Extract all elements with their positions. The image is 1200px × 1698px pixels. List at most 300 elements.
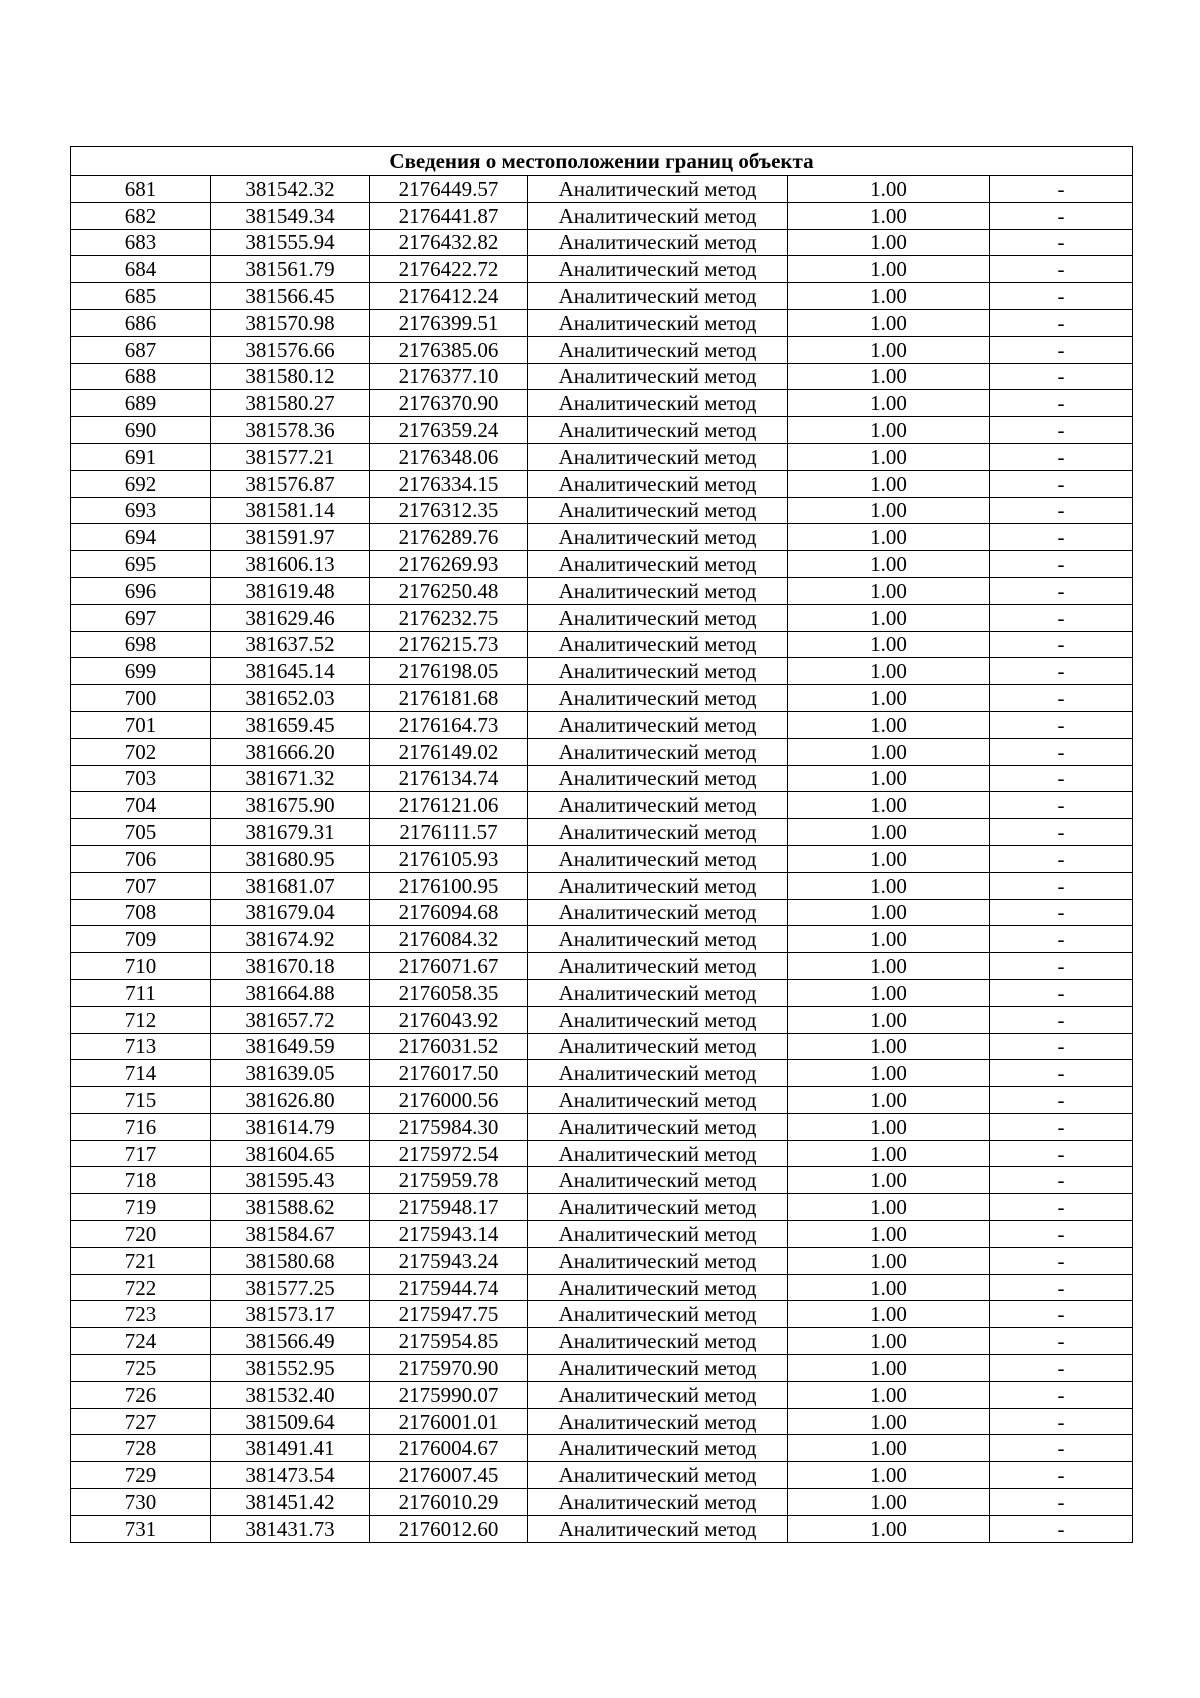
description-cell: - — [990, 1167, 1133, 1194]
y-coordinate-cell: 2176449.57 — [370, 176, 528, 203]
accuracy-cell: 1.00 — [788, 256, 990, 283]
y-coordinate-cell: 2176232.75 — [370, 604, 528, 631]
accuracy-cell: 1.00 — [788, 872, 990, 899]
x-coordinate-cell: 381652.03 — [211, 685, 370, 712]
description-cell: - — [990, 1435, 1133, 1462]
accuracy-cell: 1.00 — [788, 765, 990, 792]
table-row — [71, 658, 1133, 685]
description-cell: - — [990, 631, 1133, 658]
accuracy-cell: 1.00 — [788, 1167, 990, 1194]
accuracy-cell: 1.00 — [788, 1462, 990, 1489]
y-coordinate-cell: 2176432.82 — [370, 229, 528, 256]
method-cell: Аналитический метод — [528, 1328, 788, 1355]
method-cell: Аналитический метод — [528, 497, 788, 524]
description-cell: - — [990, 1113, 1133, 1140]
table-row — [71, 336, 1133, 363]
x-coordinate-cell: 381606.13 — [211, 551, 370, 578]
table-row — [71, 1381, 1133, 1408]
table-row — [71, 256, 1133, 283]
point-number-cell: 689 — [71, 390, 211, 417]
table-row — [71, 926, 1133, 953]
point-number-cell: 731 — [71, 1515, 211, 1542]
method-cell: Аналитический метод — [528, 256, 788, 283]
point-number-cell: 683 — [71, 229, 211, 256]
x-coordinate-cell: 381566.45 — [211, 283, 370, 310]
x-coordinate-cell: 381681.07 — [211, 872, 370, 899]
table-row — [71, 1408, 1133, 1435]
accuracy-cell: 1.00 — [788, 1140, 990, 1167]
accuracy-cell: 1.00 — [788, 926, 990, 953]
table-row — [71, 1489, 1133, 1516]
point-number-cell: 694 — [71, 524, 211, 551]
description-cell: - — [990, 1489, 1133, 1516]
x-coordinate-cell: 381674.92 — [211, 926, 370, 953]
description-cell: - — [990, 1194, 1133, 1221]
method-cell: Аналитический метод — [528, 551, 788, 578]
x-coordinate-cell: 381570.98 — [211, 309, 370, 336]
description-cell: - — [990, 443, 1133, 470]
accuracy-cell: 1.00 — [788, 1060, 990, 1087]
description-cell: - — [990, 283, 1133, 310]
point-number-cell: 721 — [71, 1247, 211, 1274]
accuracy-cell: 1.00 — [788, 443, 990, 470]
y-coordinate-cell: 2176004.67 — [370, 1435, 528, 1462]
method-cell: Аналитический метод — [528, 1355, 788, 1382]
description-cell: - — [990, 256, 1133, 283]
table-row — [71, 1140, 1133, 1167]
x-coordinate-cell: 381580.12 — [211, 363, 370, 390]
accuracy-cell: 1.00 — [788, 953, 990, 980]
y-coordinate-cell: 2176031.52 — [370, 1033, 528, 1060]
y-coordinate-cell: 2176071.67 — [370, 953, 528, 980]
y-coordinate-cell: 2175943.24 — [370, 1247, 528, 1274]
x-coordinate-cell: 381657.72 — [211, 1006, 370, 1033]
accuracy-cell: 1.00 — [788, 1301, 990, 1328]
x-coordinate-cell: 381542.32 — [211, 176, 370, 203]
point-number-cell: 716 — [71, 1113, 211, 1140]
y-coordinate-cell: 2175954.85 — [370, 1328, 528, 1355]
y-coordinate-cell: 2176134.74 — [370, 765, 528, 792]
accuracy-cell: 1.00 — [788, 1435, 990, 1462]
y-coordinate-cell: 2176084.32 — [370, 926, 528, 953]
x-coordinate-cell: 381626.80 — [211, 1087, 370, 1114]
description-cell: - — [990, 229, 1133, 256]
description-cell: - — [990, 1462, 1133, 1489]
accuracy-cell: 1.00 — [788, 1489, 990, 1516]
accuracy-cell: 1.00 — [788, 283, 990, 310]
description-cell: - — [990, 336, 1133, 363]
accuracy-cell: 1.00 — [788, 1274, 990, 1301]
description-cell: - — [990, 1408, 1133, 1435]
method-cell: Аналитический метод — [528, 1167, 788, 1194]
table-row — [71, 1328, 1133, 1355]
table-row — [71, 1033, 1133, 1060]
table-row — [71, 1060, 1133, 1087]
accuracy-cell: 1.00 — [788, 845, 990, 872]
accuracy-cell: 1.00 — [788, 202, 990, 229]
point-number-cell: 695 — [71, 551, 211, 578]
point-number-cell: 722 — [71, 1274, 211, 1301]
table-row — [71, 283, 1133, 310]
method-cell: Аналитический метод — [528, 1301, 788, 1328]
table-row — [71, 1006, 1133, 1033]
boundary-coordinates-table — [70, 146, 1133, 1543]
method-cell: Аналитический метод — [528, 470, 788, 497]
accuracy-cell: 1.00 — [788, 524, 990, 551]
description-cell: - — [990, 1301, 1133, 1328]
y-coordinate-cell: 2176370.90 — [370, 390, 528, 417]
description-cell: - — [990, 953, 1133, 980]
table-row — [71, 979, 1133, 1006]
point-number-cell: 707 — [71, 872, 211, 899]
accuracy-cell: 1.00 — [788, 390, 990, 417]
x-coordinate-cell: 381639.05 — [211, 1060, 370, 1087]
description-cell: - — [990, 711, 1133, 738]
method-cell: Аналитический метод — [528, 1462, 788, 1489]
table-row — [71, 577, 1133, 604]
x-coordinate-cell: 381584.67 — [211, 1221, 370, 1248]
accuracy-cell: 1.00 — [788, 1328, 990, 1355]
method-cell: Аналитический метод — [528, 577, 788, 604]
x-coordinate-cell: 381595.43 — [211, 1167, 370, 1194]
y-coordinate-cell: 2176385.06 — [370, 336, 528, 363]
table-row — [71, 953, 1133, 980]
table-row — [71, 1435, 1133, 1462]
accuracy-cell: 1.00 — [788, 1113, 990, 1140]
x-coordinate-cell: 381675.90 — [211, 792, 370, 819]
table-row — [71, 390, 1133, 417]
method-cell: Аналитический метод — [528, 1515, 788, 1542]
x-coordinate-cell: 381588.62 — [211, 1194, 370, 1221]
accuracy-cell: 1.00 — [788, 738, 990, 765]
x-coordinate-cell: 381491.41 — [211, 1435, 370, 1462]
accuracy-cell: 1.00 — [788, 1381, 990, 1408]
point-number-cell: 726 — [71, 1381, 211, 1408]
point-number-cell: 684 — [71, 256, 211, 283]
accuracy-cell: 1.00 — [788, 1087, 990, 1114]
table-row — [71, 1301, 1133, 1328]
accuracy-cell: 1.00 — [788, 577, 990, 604]
description-cell: - — [990, 1221, 1133, 1248]
x-coordinate-cell: 381576.87 — [211, 470, 370, 497]
point-number-cell: 709 — [71, 926, 211, 953]
accuracy-cell: 1.00 — [788, 551, 990, 578]
accuracy-cell: 1.00 — [788, 363, 990, 390]
table-row — [71, 872, 1133, 899]
y-coordinate-cell: 2175990.07 — [370, 1381, 528, 1408]
x-coordinate-cell: 381637.52 — [211, 631, 370, 658]
point-number-cell: 698 — [71, 631, 211, 658]
accuracy-cell: 1.00 — [788, 229, 990, 256]
description-cell: - — [990, 1247, 1133, 1274]
method-cell: Аналитический метод — [528, 176, 788, 203]
point-number-cell: 704 — [71, 792, 211, 819]
method-cell: Аналитический метод — [528, 872, 788, 899]
method-cell: Аналитический метод — [528, 1113, 788, 1140]
method-cell: Аналитический метод — [528, 792, 788, 819]
y-coordinate-cell: 2176017.50 — [370, 1060, 528, 1087]
y-coordinate-cell: 2175948.17 — [370, 1194, 528, 1221]
accuracy-cell: 1.00 — [788, 792, 990, 819]
accuracy-cell: 1.00 — [788, 1033, 990, 1060]
accuracy-cell: 1.00 — [788, 711, 990, 738]
method-cell: Аналитический метод — [528, 1087, 788, 1114]
method-cell: Аналитический метод — [528, 1381, 788, 1408]
x-coordinate-cell: 381580.68 — [211, 1247, 370, 1274]
method-cell: Аналитический метод — [528, 1435, 788, 1462]
method-cell: Аналитический метод — [528, 443, 788, 470]
description-cell: - — [990, 926, 1133, 953]
description-cell: - — [990, 604, 1133, 631]
accuracy-cell: 1.00 — [788, 497, 990, 524]
table-row — [71, 711, 1133, 738]
point-number-cell: 714 — [71, 1060, 211, 1087]
accuracy-cell: 1.00 — [788, 1221, 990, 1248]
description-cell: - — [990, 979, 1133, 1006]
point-number-cell: 730 — [71, 1489, 211, 1516]
point-number-cell: 718 — [71, 1167, 211, 1194]
y-coordinate-cell: 2176007.45 — [370, 1462, 528, 1489]
description-cell: - — [990, 551, 1133, 578]
point-number-cell: 696 — [71, 577, 211, 604]
method-cell: Аналитический метод — [528, 336, 788, 363]
method-cell: Аналитический метод — [528, 711, 788, 738]
point-number-cell: 724 — [71, 1328, 211, 1355]
point-number-cell: 711 — [71, 979, 211, 1006]
method-cell: Аналитический метод — [528, 1274, 788, 1301]
description-cell: - — [990, 1140, 1133, 1167]
method-cell: Аналитический метод — [528, 1140, 788, 1167]
accuracy-cell: 1.00 — [788, 1355, 990, 1382]
description-cell: - — [990, 819, 1133, 846]
y-coordinate-cell: 2175970.90 — [370, 1355, 528, 1382]
table-row — [71, 202, 1133, 229]
y-coordinate-cell: 2176377.10 — [370, 363, 528, 390]
table-body — [71, 147, 1133, 1543]
table-row — [71, 792, 1133, 819]
x-coordinate-cell: 381671.32 — [211, 765, 370, 792]
accuracy-cell: 1.00 — [788, 819, 990, 846]
table-row — [71, 1355, 1133, 1382]
point-number-cell: 682 — [71, 202, 211, 229]
x-coordinate-cell: 381509.64 — [211, 1408, 370, 1435]
y-coordinate-cell: 2176181.68 — [370, 685, 528, 712]
x-coordinate-cell: 381431.73 — [211, 1515, 370, 1542]
description-cell: - — [990, 1515, 1133, 1542]
point-number-cell: 719 — [71, 1194, 211, 1221]
y-coordinate-cell: 2175943.14 — [370, 1221, 528, 1248]
accuracy-cell: 1.00 — [788, 1247, 990, 1274]
description-cell: - — [990, 1328, 1133, 1355]
description-cell: - — [990, 685, 1133, 712]
point-number-cell: 687 — [71, 336, 211, 363]
point-number-cell: 686 — [71, 309, 211, 336]
y-coordinate-cell: 2175959.78 — [370, 1167, 528, 1194]
method-cell: Аналитический метод — [528, 229, 788, 256]
method-cell: Аналитический метод — [528, 1006, 788, 1033]
table-row — [71, 845, 1133, 872]
x-coordinate-cell: 381577.25 — [211, 1274, 370, 1301]
y-coordinate-cell: 2176149.02 — [370, 738, 528, 765]
table-row — [71, 1274, 1133, 1301]
point-number-cell: 697 — [71, 604, 211, 631]
table-row — [71, 176, 1133, 203]
x-coordinate-cell: 381659.45 — [211, 711, 370, 738]
x-coordinate-cell: 381577.21 — [211, 443, 370, 470]
x-coordinate-cell: 381552.95 — [211, 1355, 370, 1382]
description-cell: - — [990, 363, 1133, 390]
table-row — [71, 819, 1133, 846]
method-cell: Аналитический метод — [528, 1247, 788, 1274]
description-cell: - — [990, 738, 1133, 765]
x-coordinate-cell: 381679.04 — [211, 899, 370, 926]
method-cell: Аналитический метод — [528, 1221, 788, 1248]
description-cell: - — [990, 765, 1133, 792]
x-coordinate-cell: 381580.27 — [211, 390, 370, 417]
accuracy-cell: 1.00 — [788, 470, 990, 497]
accuracy-cell: 1.00 — [788, 685, 990, 712]
accuracy-cell: 1.00 — [788, 309, 990, 336]
x-coordinate-cell: 381532.40 — [211, 1381, 370, 1408]
description-cell: - — [990, 470, 1133, 497]
x-coordinate-cell: 381629.46 — [211, 604, 370, 631]
point-number-cell: 712 — [71, 1006, 211, 1033]
point-number-cell: 727 — [71, 1408, 211, 1435]
x-coordinate-cell: 381573.17 — [211, 1301, 370, 1328]
description-cell: - — [990, 390, 1133, 417]
y-coordinate-cell: 2176164.73 — [370, 711, 528, 738]
x-coordinate-cell: 381614.79 — [211, 1113, 370, 1140]
y-coordinate-cell: 2176399.51 — [370, 309, 528, 336]
method-cell: Аналитический метод — [528, 1489, 788, 1516]
point-number-cell: 729 — [71, 1462, 211, 1489]
accuracy-cell: 1.00 — [788, 417, 990, 444]
x-coordinate-cell: 381645.14 — [211, 658, 370, 685]
method-cell: Аналитический метод — [528, 926, 788, 953]
table-title: Сведения о местоположении границ объекта — [71, 147, 1133, 176]
y-coordinate-cell: 2176312.35 — [370, 497, 528, 524]
x-coordinate-cell: 381576.66 — [211, 336, 370, 363]
table-row — [71, 899, 1133, 926]
table-row — [71, 685, 1133, 712]
point-number-cell: 691 — [71, 443, 211, 470]
point-number-cell: 728 — [71, 1435, 211, 1462]
y-coordinate-cell: 2176334.15 — [370, 470, 528, 497]
method-cell: Аналитический метод — [528, 819, 788, 846]
x-coordinate-cell: 381666.20 — [211, 738, 370, 765]
table-row — [71, 1167, 1133, 1194]
method-cell: Аналитический метод — [528, 604, 788, 631]
x-coordinate-cell: 381561.79 — [211, 256, 370, 283]
point-number-cell: 710 — [71, 953, 211, 980]
description-cell: - — [990, 1355, 1133, 1382]
y-coordinate-cell: 2176269.93 — [370, 551, 528, 578]
method-cell: Аналитический метод — [528, 658, 788, 685]
method-cell: Аналитический метод — [528, 1194, 788, 1221]
y-coordinate-cell: 2175947.75 — [370, 1301, 528, 1328]
method-cell: Аналитический метод — [528, 309, 788, 336]
x-coordinate-cell: 381473.54 — [211, 1462, 370, 1489]
table-row — [71, 417, 1133, 444]
description-cell: - — [990, 524, 1133, 551]
x-coordinate-cell: 381591.97 — [211, 524, 370, 551]
method-cell: Аналитический метод — [528, 738, 788, 765]
y-coordinate-cell: 2176058.35 — [370, 979, 528, 1006]
x-coordinate-cell: 381581.14 — [211, 497, 370, 524]
y-coordinate-cell: 2175944.74 — [370, 1274, 528, 1301]
point-number-cell: 725 — [71, 1355, 211, 1382]
method-cell: Аналитический метод — [528, 899, 788, 926]
y-coordinate-cell: 2176348.06 — [370, 443, 528, 470]
table-row — [71, 631, 1133, 658]
accuracy-cell: 1.00 — [788, 336, 990, 363]
point-number-cell: 699 — [71, 658, 211, 685]
y-coordinate-cell: 2176121.06 — [370, 792, 528, 819]
y-coordinate-cell: 2176094.68 — [370, 899, 528, 926]
table-row — [71, 1247, 1133, 1274]
method-cell: Аналитический метод — [528, 979, 788, 1006]
table-row — [71, 1515, 1133, 1542]
table-row — [71, 1194, 1133, 1221]
y-coordinate-cell: 2176198.05 — [370, 658, 528, 685]
accuracy-cell: 1.00 — [788, 1408, 990, 1435]
y-coordinate-cell: 2176412.24 — [370, 283, 528, 310]
point-number-cell: 702 — [71, 738, 211, 765]
y-coordinate-cell: 2176012.60 — [370, 1515, 528, 1542]
method-cell: Аналитический метод — [528, 524, 788, 551]
method-cell: Аналитический метод — [528, 202, 788, 229]
description-cell: - — [990, 1006, 1133, 1033]
y-coordinate-cell: 2176111.57 — [370, 819, 528, 846]
x-coordinate-cell: 381555.94 — [211, 229, 370, 256]
method-cell: Аналитический метод — [528, 417, 788, 444]
description-cell: - — [990, 1087, 1133, 1114]
table-row — [71, 229, 1133, 256]
point-number-cell: 690 — [71, 417, 211, 444]
x-coordinate-cell: 381649.59 — [211, 1033, 370, 1060]
description-cell: - — [990, 899, 1133, 926]
point-number-cell: 720 — [71, 1221, 211, 1248]
table-row — [71, 309, 1133, 336]
accuracy-cell: 1.00 — [788, 176, 990, 203]
table-row — [71, 1113, 1133, 1140]
point-number-cell: 706 — [71, 845, 211, 872]
description-cell: - — [990, 202, 1133, 229]
x-coordinate-cell: 381619.48 — [211, 577, 370, 604]
y-coordinate-cell: 2176010.29 — [370, 1489, 528, 1516]
table-row — [71, 1462, 1133, 1489]
point-number-cell: 688 — [71, 363, 211, 390]
description-cell: - — [990, 792, 1133, 819]
accuracy-cell: 1.00 — [788, 979, 990, 1006]
description-cell: - — [990, 497, 1133, 524]
y-coordinate-cell: 2176215.73 — [370, 631, 528, 658]
y-coordinate-cell: 2176100.95 — [370, 872, 528, 899]
y-coordinate-cell: 2176289.76 — [370, 524, 528, 551]
table-row — [71, 765, 1133, 792]
method-cell: Аналитический метод — [528, 845, 788, 872]
point-number-cell: 708 — [71, 899, 211, 926]
y-coordinate-cell: 2176359.24 — [370, 417, 528, 444]
table-title-row — [71, 147, 1133, 176]
point-number-cell: 715 — [71, 1087, 211, 1114]
y-coordinate-cell: 2175972.54 — [370, 1140, 528, 1167]
table-row — [71, 1087, 1133, 1114]
x-coordinate-cell: 381680.95 — [211, 845, 370, 872]
y-coordinate-cell: 2176001.01 — [370, 1408, 528, 1435]
description-cell: - — [990, 1274, 1133, 1301]
description-cell: - — [990, 417, 1133, 444]
